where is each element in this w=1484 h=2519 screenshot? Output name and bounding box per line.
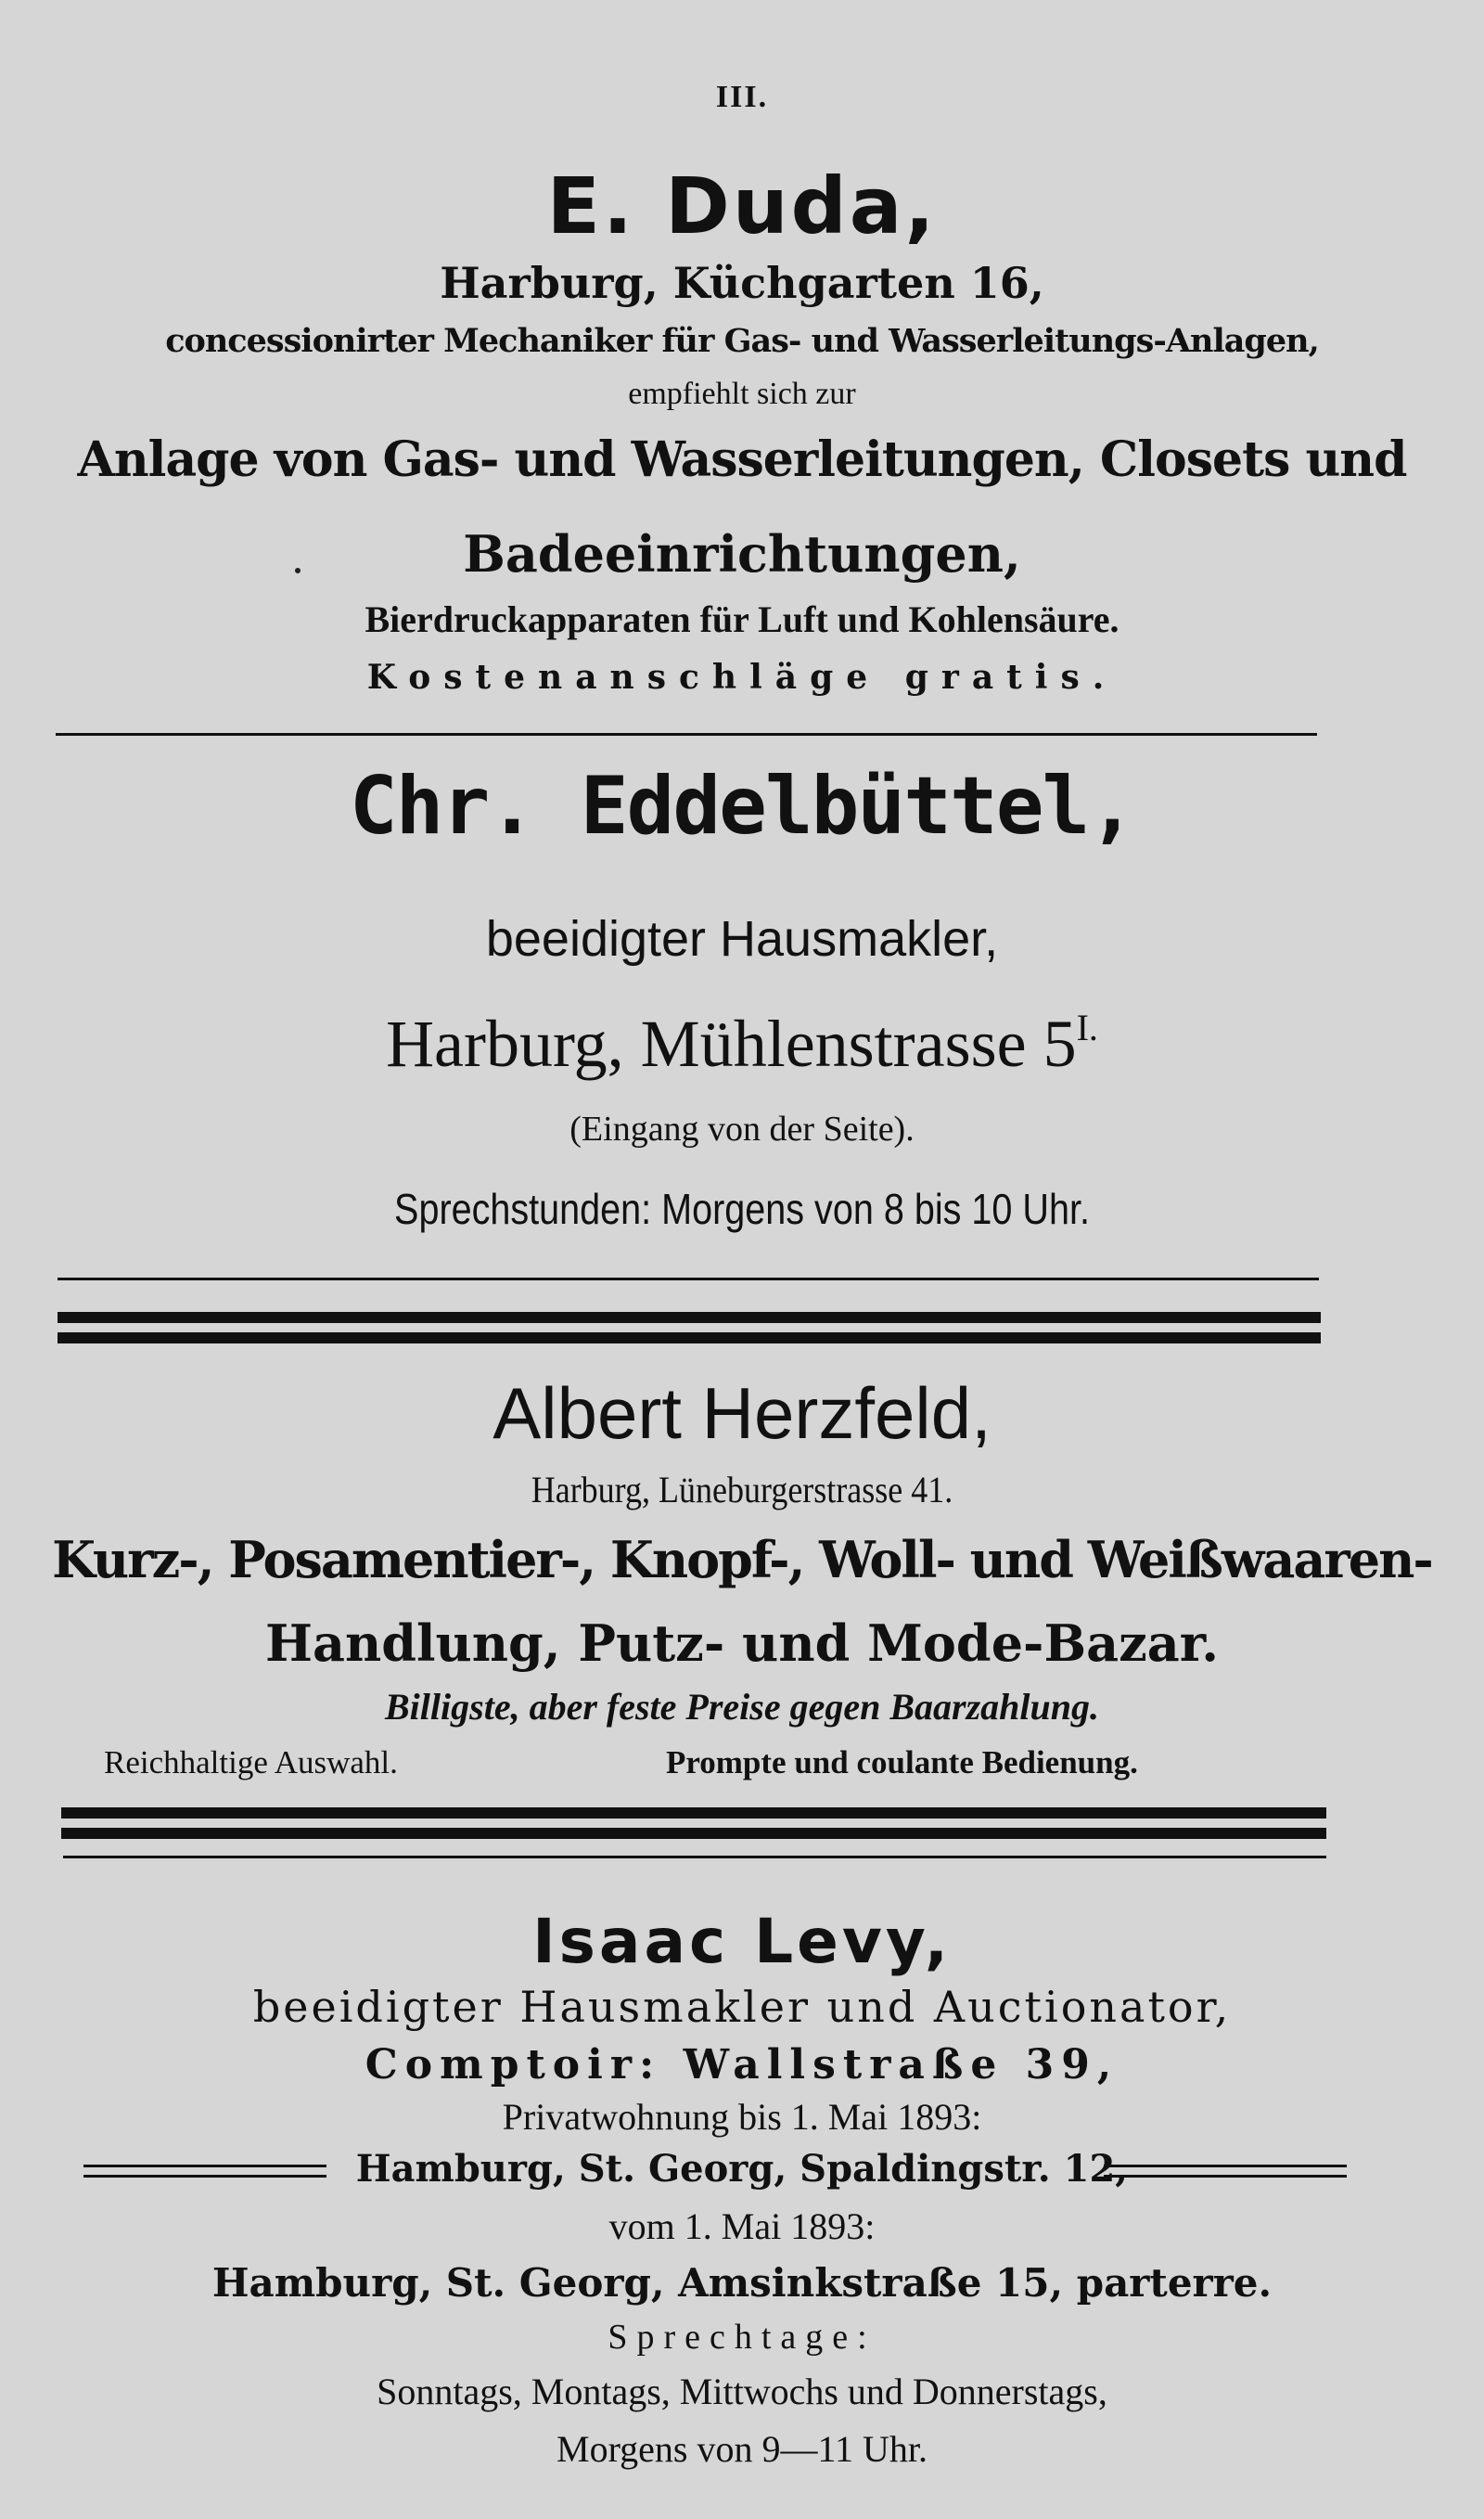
herzfeld-goods-line2: Handlung, Putz- und Mode-Bazar. <box>264 1613 1220 1673</box>
section-divider-heavy-bottom <box>61 1828 1326 1839</box>
eddelbuettel-address-text: Harburg, Mühlenstrasse 5 <box>386 1007 1077 1081</box>
duda-name: E. Duda, <box>546 161 938 251</box>
duda-address: Harburg, Küchgarten 16, <box>440 258 1044 308</box>
duda-services-line3: Bierdruckapparaten für Luft und Kohlensäure. <box>365 598 1119 640</box>
section-divider <box>56 733 1317 736</box>
section-divider-heavy-top <box>58 1312 1321 1323</box>
herzfeld-address: Harburg, Lüneburgerstrasse 41. <box>531 1469 953 1510</box>
duda-estimate: Kostenanschläge gratis. <box>366 658 1118 697</box>
levy-private-until: Privatwohnung bis 1. Mai 1893: <box>502 2096 982 2138</box>
section-divider-thin <box>63 1856 1326 1858</box>
levy-name: Isaac Levy, <box>532 1906 952 1977</box>
page-number: III. <box>715 80 769 114</box>
levy-title: beeidigter Hausmakler und Auctionator, <box>252 1982 1232 2032</box>
levy-office: Comptoir: Wallstraße 39, <box>365 2041 1119 2088</box>
levy-days-label: Sprechtage: <box>608 2318 876 2357</box>
herzfeld-selection: Reichhaltige Auswahl. <box>104 1744 398 1780</box>
eddelbuettel-name: Chr. Eddelbüttel, <box>349 760 1135 853</box>
eddelbuettel-address <box>0 1007 1484 1081</box>
section-divider-heavy-top <box>61 1807 1326 1819</box>
herzfeld-name: Albert Herzfeld, <box>493 1372 991 1454</box>
section-divider-heavy-bottom <box>58 1332 1321 1343</box>
levy-address-new: Hamburg, St. Georg, Amsinkstraße 15, parterre. <box>211 2260 1273 2306</box>
eddelbuettel-entrance: (Eingang von der Seite). <box>569 1110 915 1149</box>
section-divider-thin <box>58 1278 1319 1280</box>
eddelbuettel-title: beeidigter Hausmakler, <box>485 911 999 967</box>
levy-from-date: vom 1. Mai 1893: <box>608 2205 876 2247</box>
levy-hours: Morgens von 9—11 Uhr. <box>556 2428 928 2470</box>
levy-address-old: Hamburg, St. Georg, Spaldingstr. 12, <box>355 2147 1129 2191</box>
duda-services-line2: Badeeinrichtungen, <box>463 524 1021 584</box>
herzfeld-goods-line1: Kurz-, Posamentier-, Knopf-, Woll- und Weißwaaren- <box>52 1530 1432 1589</box>
eddelbuettel-address-sup: I. <box>1076 1007 1098 1048</box>
duda-services-line1: Anlage von Gas- und Wasserleitungen, Closets und <box>77 431 1407 488</box>
herzfeld-service: Prompte und coulante Bedienung. <box>666 1744 1138 1780</box>
herzfeld-prices: Billigste, aber feste Preise gegen Baarzahlung. <box>385 1686 1099 1728</box>
duda-intro: empfiehlt sich zur <box>628 377 856 411</box>
duda-title: concessionirter Mechaniker für Gas- und Wasserleitungs-Anlagen, <box>165 322 1319 360</box>
eddelbuettel-hours: Sprechstunden: Morgens von 8 bis 10 Uhr. <box>394 1185 1090 1233</box>
levy-days: Sonntags, Montags, Mittwochs und Donnerstags, <box>377 2371 1107 2412</box>
